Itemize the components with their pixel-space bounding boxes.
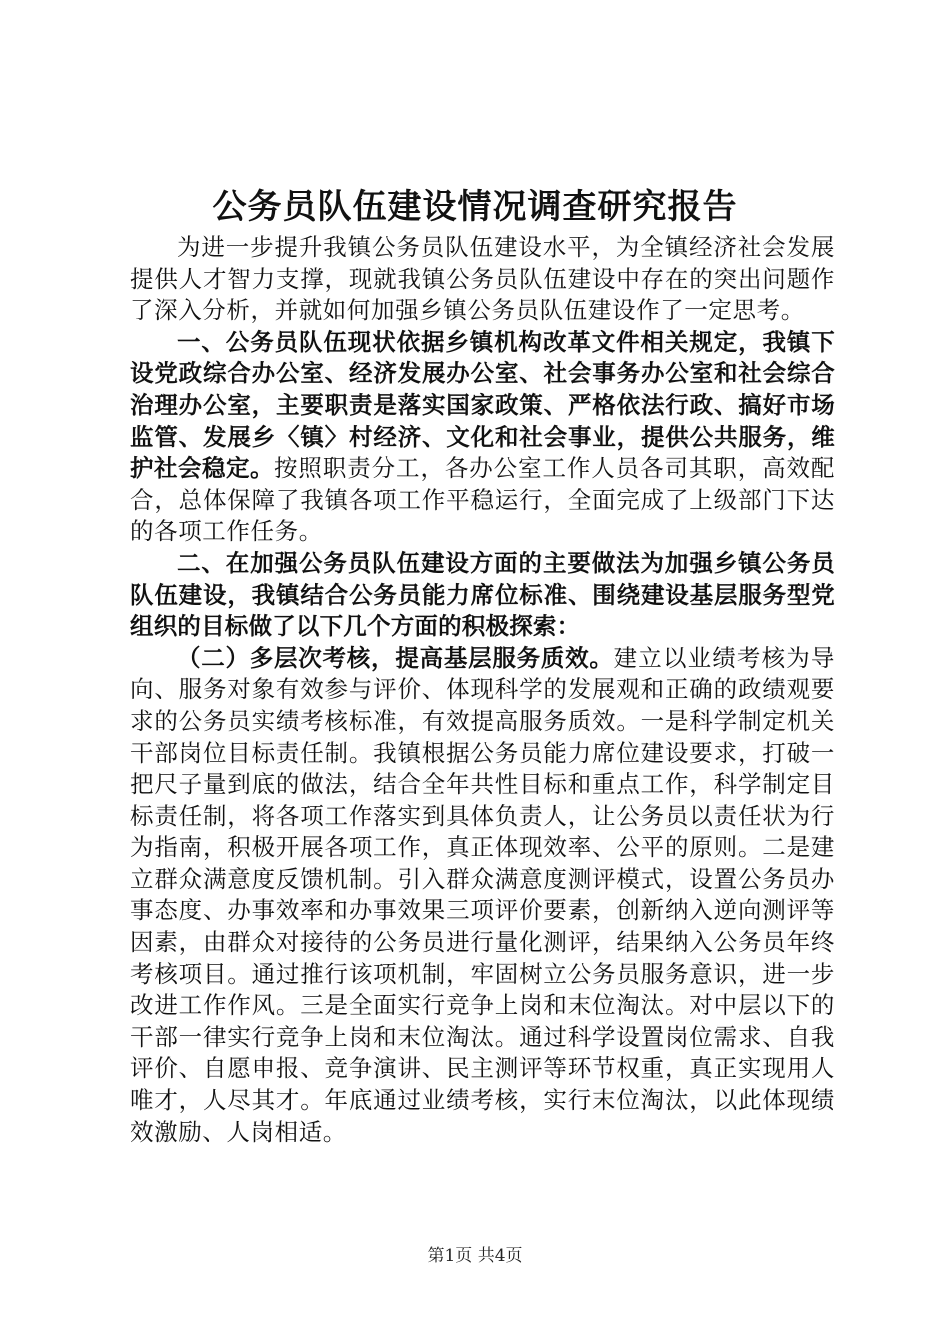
section-2-heading: 二、在加强公务员队伍建设方面的主要做法为加强乡镇公务员队伍建设，我镇结合公务员能力席位标准、围绕建设基层服务型党组织的目标做了以下几个方面的积极探索： <box>130 548 835 641</box>
section-1-heading: 一、公务员队伍现状依据乡镇机构改革文件相关规定，我镇下设党政综合办公室、经济发展办公室、社会事务办公室和社会综合治理办公室，主要职责是落实国家政策、严格依法行政、搞好市场监管、发展乡〈镇〉村经济、文化和社会事业，提供公共服务，维护社会稳定。 <box>130 327 835 483</box>
section-2-paragraph <box>130 548 835 643</box>
section-1-paragraph <box>130 327 835 548</box>
subsection-2-2-text: 建立以业绩考核为导向、服务对象有效参与评价、体现科学的发展观和正确的政绩观要求的公务员实绩考核标准，有效提高服务质效。一是科学制定机关干部岗位目标责任制。我镇根据公务员能力席位建设要求，打破一把尺子量到底的做法，结合全年共性目标和重点工作，科学制定目标责任制，将各项工作落实到具体负责人，让公务员以责任状为行为指南，积极开展各项工作，真正体现效率、公平的原则。二是建立群众满意度反馈机制。引入群众满意度测评模式，设置公务员办事态度、办事效率和办事效果三项评价要素，创新纳入逆向测评等因素，由群众对接待的公务员进行量化测评，结果纳入公务员年终考核项目。通过推行该项机制，牢固树立公务员服务意识，进一步改进工作作风。三是全面实行竞争上岗和末位淘汰。对中层以下的干部一律实行竞争上岗和末位淘汰。通过科学设置岗位需求、自我评价、自愿申报、竞争演讲、民主测评等环节权重，真正实现用人唯才，人尽其才。年底通过业绩考核，实行末位淘汰，以此体现绩效激励、人岗相适。 <box>130 643 835 1146</box>
intro-paragraph <box>130 232 835 327</box>
intro-text: 为进一步提升我镇公务员队伍建设水平，为全镇经济社会发展提供人才智力支撑，现就我镇公务员队伍建设中存在的突出问题作了深入分析，并就如何加强乡镇公务员队伍建设作了一定思考。 <box>130 233 835 325</box>
document-body <box>130 232 835 1148</box>
document-title: 公务员队伍建设情况调查研究报告 <box>212 187 738 227</box>
section-1-text: 按照职责分工，各办公室工作人员各司其职，高效配合，总体保障了我镇各项工作平稳运行，全面完成了上级部门下达的各项工作任务。 <box>130 454 835 546</box>
subsection-2-2-paragraph <box>130 643 835 1149</box>
subsection-2-2-heading: （二）多层次考核，提高基层服务质效。 <box>177 643 614 672</box>
page-number-footer: 第1页 共4页 <box>427 1246 523 1266</box>
